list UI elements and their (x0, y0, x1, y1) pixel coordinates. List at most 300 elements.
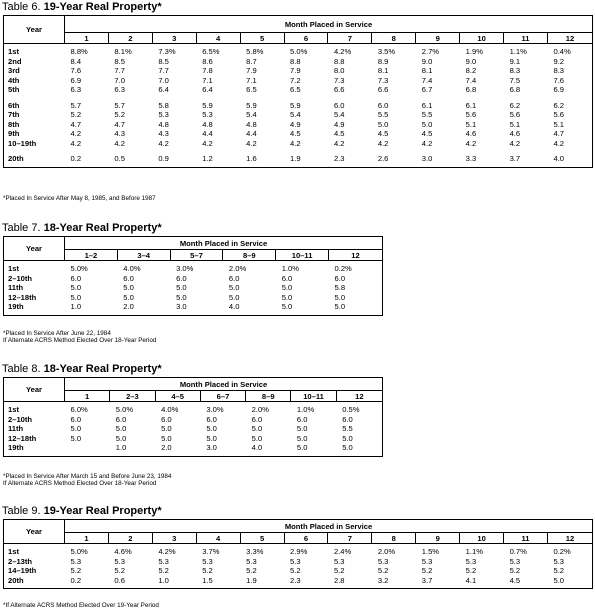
row-year-label: 19th (4, 302, 65, 312)
rate-cell: 6.0% (70, 405, 88, 414)
table-row (4, 57, 593, 67)
month-column-header: 10–11 (276, 250, 329, 261)
rate-cell: 6.0 (281, 273, 293, 283)
rate-cell: 4.0% (161, 405, 179, 414)
rate-cell: 8.8 (290, 56, 301, 66)
rate-cell: 5.0 (421, 119, 433, 129)
rate-cell: 5.0 (176, 292, 187, 302)
month-column-header: 8–9 (223, 250, 276, 261)
table-row (4, 274, 383, 284)
rate-cell: 5.3 (377, 556, 389, 566)
month-column-header: 2 (108, 533, 152, 544)
rate-cell: 6.0 (161, 414, 172, 424)
rate-cell: 6.0 (328, 274, 382, 284)
rate-cell: 4.2 (70, 129, 82, 138)
rate-cell: 5.0 (281, 302, 293, 311)
table9-note-1: *If Alternate ACRS Method Elected Over 19-Year Period (3, 602, 159, 609)
rate-cell: 8.7 (246, 56, 257, 66)
row-year-label: 8th (4, 120, 65, 130)
rate-cell: 5.0 (70, 424, 82, 433)
rate-cell: 2.0% (228, 264, 247, 273)
rate-cell: 7.3 (333, 75, 345, 85)
rate-cell: 5.0 (547, 576, 592, 586)
rate-cell: 8.5 (158, 56, 169, 66)
row-year-label: 1st (4, 547, 65, 557)
month-column-header: 8 (372, 533, 416, 544)
rate-cell: 0.2 (70, 154, 82, 163)
rate-cell: 5.0 (228, 292, 240, 302)
table-row (4, 154, 593, 164)
rate-cell: 5.0 (123, 283, 134, 292)
rate-cell: 0.2% (328, 264, 382, 274)
rate-cell: 6.0 (296, 414, 308, 424)
rate-cell: 5.0 (296, 433, 308, 443)
rate-cell: 1.1% (465, 547, 483, 556)
rate-cell: 1.9 (290, 154, 301, 163)
rate-cell: 5.1 (547, 120, 592, 130)
rate-cell: 8.0 (333, 66, 345, 75)
rate-cell: 5.2 (290, 566, 301, 575)
rate-cell: 6.0 (176, 273, 187, 283)
rate-cell: 4.8 (158, 119, 169, 129)
rate-cell: 5.0 (161, 424, 172, 433)
rate-cell: 0.7% (509, 547, 527, 556)
row-year-label: 5th (4, 85, 65, 95)
row-year-label: 2–13th (4, 557, 65, 567)
rate-cell: 1.0% (296, 405, 315, 414)
rate-cell: 4.7 (70, 119, 82, 129)
rate-cell: 1.5 (202, 575, 213, 585)
year-header: Year (4, 237, 65, 261)
rate-cell: 3.2 (377, 575, 389, 585)
rate-cell: 4.9 (333, 119, 345, 129)
rate-cell: 5.2 (246, 566, 257, 575)
table-row (4, 264, 383, 274)
rate-cell: 5.2 (509, 566, 521, 575)
rate-cell: 8.3 (509, 66, 521, 75)
rate-cell: 6.0 (251, 414, 263, 424)
table-row (4, 85, 593, 95)
rate-cell: 3.7 (509, 154, 521, 163)
table6-title: Table 6. 19-Year Real Property* (2, 1, 162, 13)
month-placed-header: Month Placed in Service (65, 237, 383, 250)
rate-cell: 7.3% (158, 47, 176, 56)
rate-cell: 8.8% (70, 47, 88, 56)
rate-cell: 1.6 (246, 154, 257, 163)
rate-cell: 5.2 (70, 110, 82, 119)
rate-cell: 6.0 (115, 414, 127, 424)
rate-cell: 5.3 (421, 556, 433, 566)
rate-cell: 5.0 (336, 434, 382, 444)
rate-cell: 4.2 (202, 138, 213, 148)
rate-cell: 7.4 (465, 75, 477, 85)
rate-cell: 3.0 (421, 154, 433, 163)
rate-cell: 7.6 (547, 76, 592, 86)
rate-cell: 6.5 (246, 85, 257, 94)
table8-note-2: If Alternate ACRS Method Elected Over 18-Year Period (3, 480, 157, 487)
rate-cell: 1.9% (465, 47, 483, 56)
row-year-label: 1st (4, 264, 65, 274)
rate-cell: 4.2% (333, 47, 352, 56)
month-column-header: 7 (328, 533, 372, 544)
table7-note-1: *Placed In Service After June 22, 1984 (3, 330, 111, 337)
rate-cell: 6.0 (123, 273, 134, 283)
rate-cell: 5.2 (114, 110, 125, 119)
month-column-header: 2–3 (110, 391, 155, 402)
row-year-label: 14–19th (4, 566, 65, 576)
rate-cell: 4.5 (421, 129, 433, 138)
rate-cell: 5.4 (246, 110, 257, 119)
table-row (4, 566, 593, 576)
table-row (4, 66, 593, 76)
rate-cell: 5.0 (70, 433, 82, 443)
row-year-label: 2–10th (4, 274, 65, 284)
rate-cell: 5.2 (465, 566, 477, 575)
rate-cell: 5.5 (377, 110, 389, 119)
rate-cell: 5.3 (509, 556, 521, 566)
rate-cell: 5.7 (114, 100, 125, 110)
rate-cell: 5.0 (296, 443, 308, 452)
rate-cell: 6.0 (336, 415, 382, 425)
month-column-header: 1 (65, 533, 109, 544)
rate-cell: 2.4% (333, 547, 352, 556)
month-column-header: 12 (547, 533, 592, 544)
rate-cell: 4.2 (70, 138, 82, 148)
row-year-label: 1st (4, 47, 65, 57)
rate-cell: 2.0 (123, 302, 134, 311)
rate-cell: 5.0 (206, 433, 217, 443)
rate-cell (65, 443, 110, 453)
rate-cell: 2.3 (333, 154, 345, 163)
table-row (4, 434, 383, 444)
month-column-header: 6 (284, 533, 328, 544)
table-row (4, 547, 593, 557)
rate-cell: 4.5 (509, 575, 521, 585)
rate-cell: 0.5% (336, 405, 382, 415)
rate-cell: 4.4 (246, 129, 257, 138)
rate-cell: 5.0 (123, 292, 134, 302)
rate-cell: 2.3 (290, 575, 301, 585)
rate-cell: 1.5% (421, 547, 440, 556)
rate-cell: 6.9 (70, 75, 82, 85)
rate-cell: 7.1 (202, 75, 213, 85)
rate-cell: 3.0% (206, 405, 224, 414)
rate-cell: 5.0% (70, 547, 88, 556)
rate-cell: 5.2 (377, 566, 389, 575)
rate-cell: 6.0 (206, 414, 217, 424)
rate-cell: 5.3 (202, 556, 213, 566)
month-column-header: 3 (152, 533, 196, 544)
rate-cell: 9.1 (509, 56, 521, 66)
rate-cell: 6.6 (377, 85, 389, 94)
rate-cell: 4.2 (547, 139, 592, 149)
table-row (4, 139, 593, 149)
month-column-header: 3–4 (117, 250, 170, 261)
rate-cell: 5.1 (465, 119, 477, 129)
month-column-header: 7 (328, 33, 372, 44)
month-column-header: 3 (152, 33, 196, 44)
rate-cell: 6.3 (114, 85, 125, 94)
row-year-label: 20th (4, 576, 65, 586)
rate-cell: 5.0 (206, 424, 217, 433)
rate-cell: 5.2 (158, 566, 169, 575)
rate-cell: 4.6% (114, 547, 132, 556)
rate-cell: 5.4 (290, 110, 301, 119)
rate-cell: 9.0 (421, 56, 433, 66)
rate-cell: 0.4% (547, 47, 592, 57)
rate-cell: 6.5 (290, 85, 301, 94)
rate-cell: 7.7 (158, 66, 169, 75)
rate-cell: 4.3 (114, 129, 125, 138)
rate-cell: 7.0 (158, 75, 169, 85)
month-column-header: 12 (328, 250, 382, 261)
rate-cell: 2.0 (161, 443, 172, 452)
table8 (3, 377, 383, 457)
rate-cell: 5.3 (246, 556, 257, 566)
rate-cell: 3.3% (246, 547, 264, 556)
table-row (4, 443, 383, 453)
rate-cell: 5.8 (158, 100, 169, 110)
rate-cell: 4.0 (228, 302, 240, 311)
rate-cell: 8.4 (70, 56, 82, 66)
rate-cell: 5.0 (176, 283, 187, 292)
rate-cell: 9.2 (547, 57, 592, 67)
rate-cell: 6.7 (421, 85, 433, 94)
rate-cell: 4.7 (547, 129, 592, 139)
rate-cell: 5.7 (70, 100, 82, 110)
rate-cell: 7.7 (114, 66, 125, 75)
month-column-header: 9 (416, 33, 460, 44)
rate-cell: 6.0 (377, 100, 389, 110)
month-column-header: 9 (416, 533, 460, 544)
table6-note-1: *Placed In Service After May 8, 1985, and Before 1987 (3, 195, 156, 202)
rate-cell: 4.6 (509, 129, 521, 138)
rate-cell: 3.7 (421, 575, 433, 585)
month-column-header: 4 (196, 33, 240, 44)
rate-cell: 6.0 (228, 273, 240, 283)
year-header: Year (4, 16, 65, 44)
rate-cell: 6.0 (70, 273, 82, 283)
rate-cell: 2.0% (251, 405, 269, 414)
row-year-label: 7th (4, 110, 65, 120)
rate-cell: 5.6 (547, 110, 592, 120)
rate-cell: 5.0 (281, 292, 293, 302)
rate-cell: 1.9 (246, 575, 257, 585)
month-column-header: 10 (460, 33, 504, 44)
rate-cell: 4.2 (465, 138, 477, 148)
rate-cell: 6.6 (333, 85, 345, 94)
rate-cell: 8.1% (114, 47, 132, 56)
rate-cell: 5.0 (328, 302, 382, 312)
rate-cell: 4.2 (421, 138, 433, 148)
year-header: Year (4, 520, 65, 544)
rate-cell: 7.0 (114, 75, 125, 85)
table-row (4, 424, 383, 434)
rate-cell: 2.7% (421, 47, 440, 56)
row-year-label: 10–19th (4, 139, 65, 149)
rate-cell: 5.8% (246, 47, 264, 56)
row-year-label: 2–10th (4, 415, 65, 425)
rate-cell: 5.2 (547, 566, 592, 576)
rate-cell: 7.8 (202, 66, 213, 75)
rate-cell: 5.0 (251, 433, 263, 443)
table-row (4, 129, 593, 139)
rate-cell: 5.3 (114, 556, 125, 566)
rate-cell: 0.6 (114, 575, 125, 585)
row-year-label: 11th (4, 283, 65, 293)
rate-cell: 7.5 (509, 75, 521, 85)
rate-cell: 5.0% (290, 47, 308, 56)
rate-cell: 8.2 (465, 66, 477, 75)
rate-cell: 6.3 (70, 85, 82, 94)
row-year-label: 9th (4, 129, 65, 139)
rate-cell: 4.5 (333, 129, 345, 138)
rate-cell: 6.0 (70, 414, 82, 424)
row-year-label: 1st (4, 405, 65, 415)
rate-cell: 8.1 (421, 66, 433, 75)
table-row (4, 110, 593, 120)
month-column-header: 5 (240, 33, 284, 44)
rate-cell: 4.5 (377, 129, 389, 138)
rate-cell: 5.3 (158, 556, 169, 566)
table-row (4, 120, 593, 130)
rate-cell: 7.4 (421, 75, 433, 85)
rate-cell: 4.2% (158, 547, 176, 556)
rate-cell: 2.8 (333, 575, 345, 585)
rate-cell: 3.0% (176, 264, 194, 273)
row-year-label: 3rd (4, 66, 65, 76)
rate-cell: 5.0 (377, 119, 389, 129)
table9-title: Table 9. 19-Year Real Property* (2, 505, 162, 517)
table7-note-2: If Alternate ACRS Method Elected Over 18-Year Period (3, 337, 157, 344)
rate-cell: 4.2 (290, 138, 301, 148)
rate-cell: 2.9% (290, 547, 308, 556)
rate-cell: 5.3 (70, 556, 82, 566)
rate-cell: 5.3 (547, 557, 592, 567)
rate-cell: 5.8 (328, 283, 382, 293)
rate-cell: 2.0% (377, 547, 396, 556)
rate-cell: 1.2 (202, 154, 213, 163)
rate-cell: 2.6 (377, 154, 389, 163)
rate-cell: 5.3 (290, 556, 301, 566)
rate-cell: 6.2 (509, 100, 521, 110)
rate-cell: 5.6 (465, 110, 477, 119)
rate-cell: 1.0 (158, 575, 169, 585)
month-column-header: 6 (284, 33, 328, 44)
table7-title: Table 7. 18-Year Real Property* (2, 222, 162, 234)
month-column-header: 5 (240, 533, 284, 544)
rate-cell: 4.7 (114, 119, 125, 129)
year-header: Year (4, 378, 65, 402)
rate-cell: 4.0 (547, 154, 592, 164)
rate-cell: 5.0 (70, 283, 82, 292)
table-row (4, 302, 383, 312)
rate-cell: 1.0 (115, 443, 127, 452)
rate-cell: 6.1 (465, 100, 477, 110)
rate-cell: 8.5 (114, 56, 125, 66)
row-year-label: 12–18th (4, 293, 65, 303)
rate-cell: 0.2 (70, 575, 82, 585)
month-placed-header: Month Placed in Service (65, 378, 383, 391)
month-column-header: 10–11 (291, 391, 336, 402)
rate-cell: 1.0% (281, 264, 299, 273)
table-row (4, 576, 593, 586)
rate-cell: 5.0 (115, 433, 127, 443)
rate-cell: 3.0 (206, 443, 217, 452)
rate-cell: 7.9 (246, 66, 257, 75)
rate-cell: 6.2 (547, 101, 592, 111)
row-year-label: 2nd (4, 57, 65, 67)
rate-cell: 4.5 (290, 129, 301, 138)
table-row (4, 405, 383, 415)
rate-cell: 5.0 (281, 283, 293, 292)
month-column-header: 2 (108, 33, 152, 44)
rate-cell: 4.1 (465, 575, 477, 585)
rate-cell: 5.3 (465, 556, 477, 566)
rate-cell: 0.5 (114, 154, 125, 163)
rate-cell: 5.0 (70, 292, 82, 302)
rate-cell: 4.2 (333, 138, 345, 148)
month-column-header: 11 (504, 533, 548, 544)
rate-cell: 6.1 (421, 100, 433, 110)
month-column-header: 8–9 (246, 391, 291, 402)
rate-cell: 3.3 (465, 154, 477, 163)
rate-cell: 8.9 (377, 56, 389, 66)
rate-cell: 1.1% (509, 47, 527, 56)
table-row (4, 76, 593, 86)
row-year-label: 19th (4, 443, 65, 453)
table9 (3, 519, 593, 589)
rate-cell: 4.0% (123, 264, 141, 273)
month-column-header: 6–7 (200, 391, 245, 402)
rate-cell: 7.3 (377, 75, 389, 85)
rate-cell: 5.2 (70, 566, 82, 575)
rate-cell: 5.6 (509, 110, 521, 119)
rate-cell: 4.2 (114, 138, 125, 148)
rate-cell: 5.2 (202, 566, 213, 575)
rate-cell: 5.0 (161, 433, 172, 443)
rate-cell: 4.0 (251, 443, 263, 452)
row-year-label: 4th (4, 76, 65, 86)
rate-cell: 6.4 (202, 85, 213, 94)
rate-cell: 5.5 (421, 110, 433, 119)
rate-cell: 4.4 (202, 129, 213, 138)
rate-cell: 4.2 (377, 138, 389, 148)
rate-cell: 5.2 (421, 566, 433, 575)
month-placed-header: Month Placed in Service (65, 16, 593, 33)
rate-cell: 6.8 (509, 85, 521, 94)
month-column-header: 1–2 (65, 250, 118, 261)
rate-cell: 5.9 (290, 100, 301, 110)
rate-cell: 5.0 (296, 424, 308, 433)
rate-cell: 5.2 (114, 566, 125, 575)
rate-cell: 5.4 (333, 110, 345, 119)
rate-cell: 4.2 (246, 138, 257, 148)
rate-cell: 6.5% (202, 47, 220, 56)
table-row (4, 283, 383, 293)
rate-cell: 5.0 (228, 283, 240, 292)
row-year-label: 6th (4, 101, 65, 111)
rate-cell: 8.1 (377, 66, 389, 75)
table8-note-1: *Placed In Service After March 15 and Before June 23, 1984 (3, 473, 172, 480)
rate-cell: 7.6 (70, 66, 82, 75)
month-column-header: 4 (196, 533, 240, 544)
table-row (4, 557, 593, 567)
rate-cell: 0.2% (547, 547, 592, 557)
rate-cell: 4.8 (202, 119, 213, 129)
rate-cell: 8.3 (547, 66, 592, 76)
table-row (4, 101, 593, 111)
